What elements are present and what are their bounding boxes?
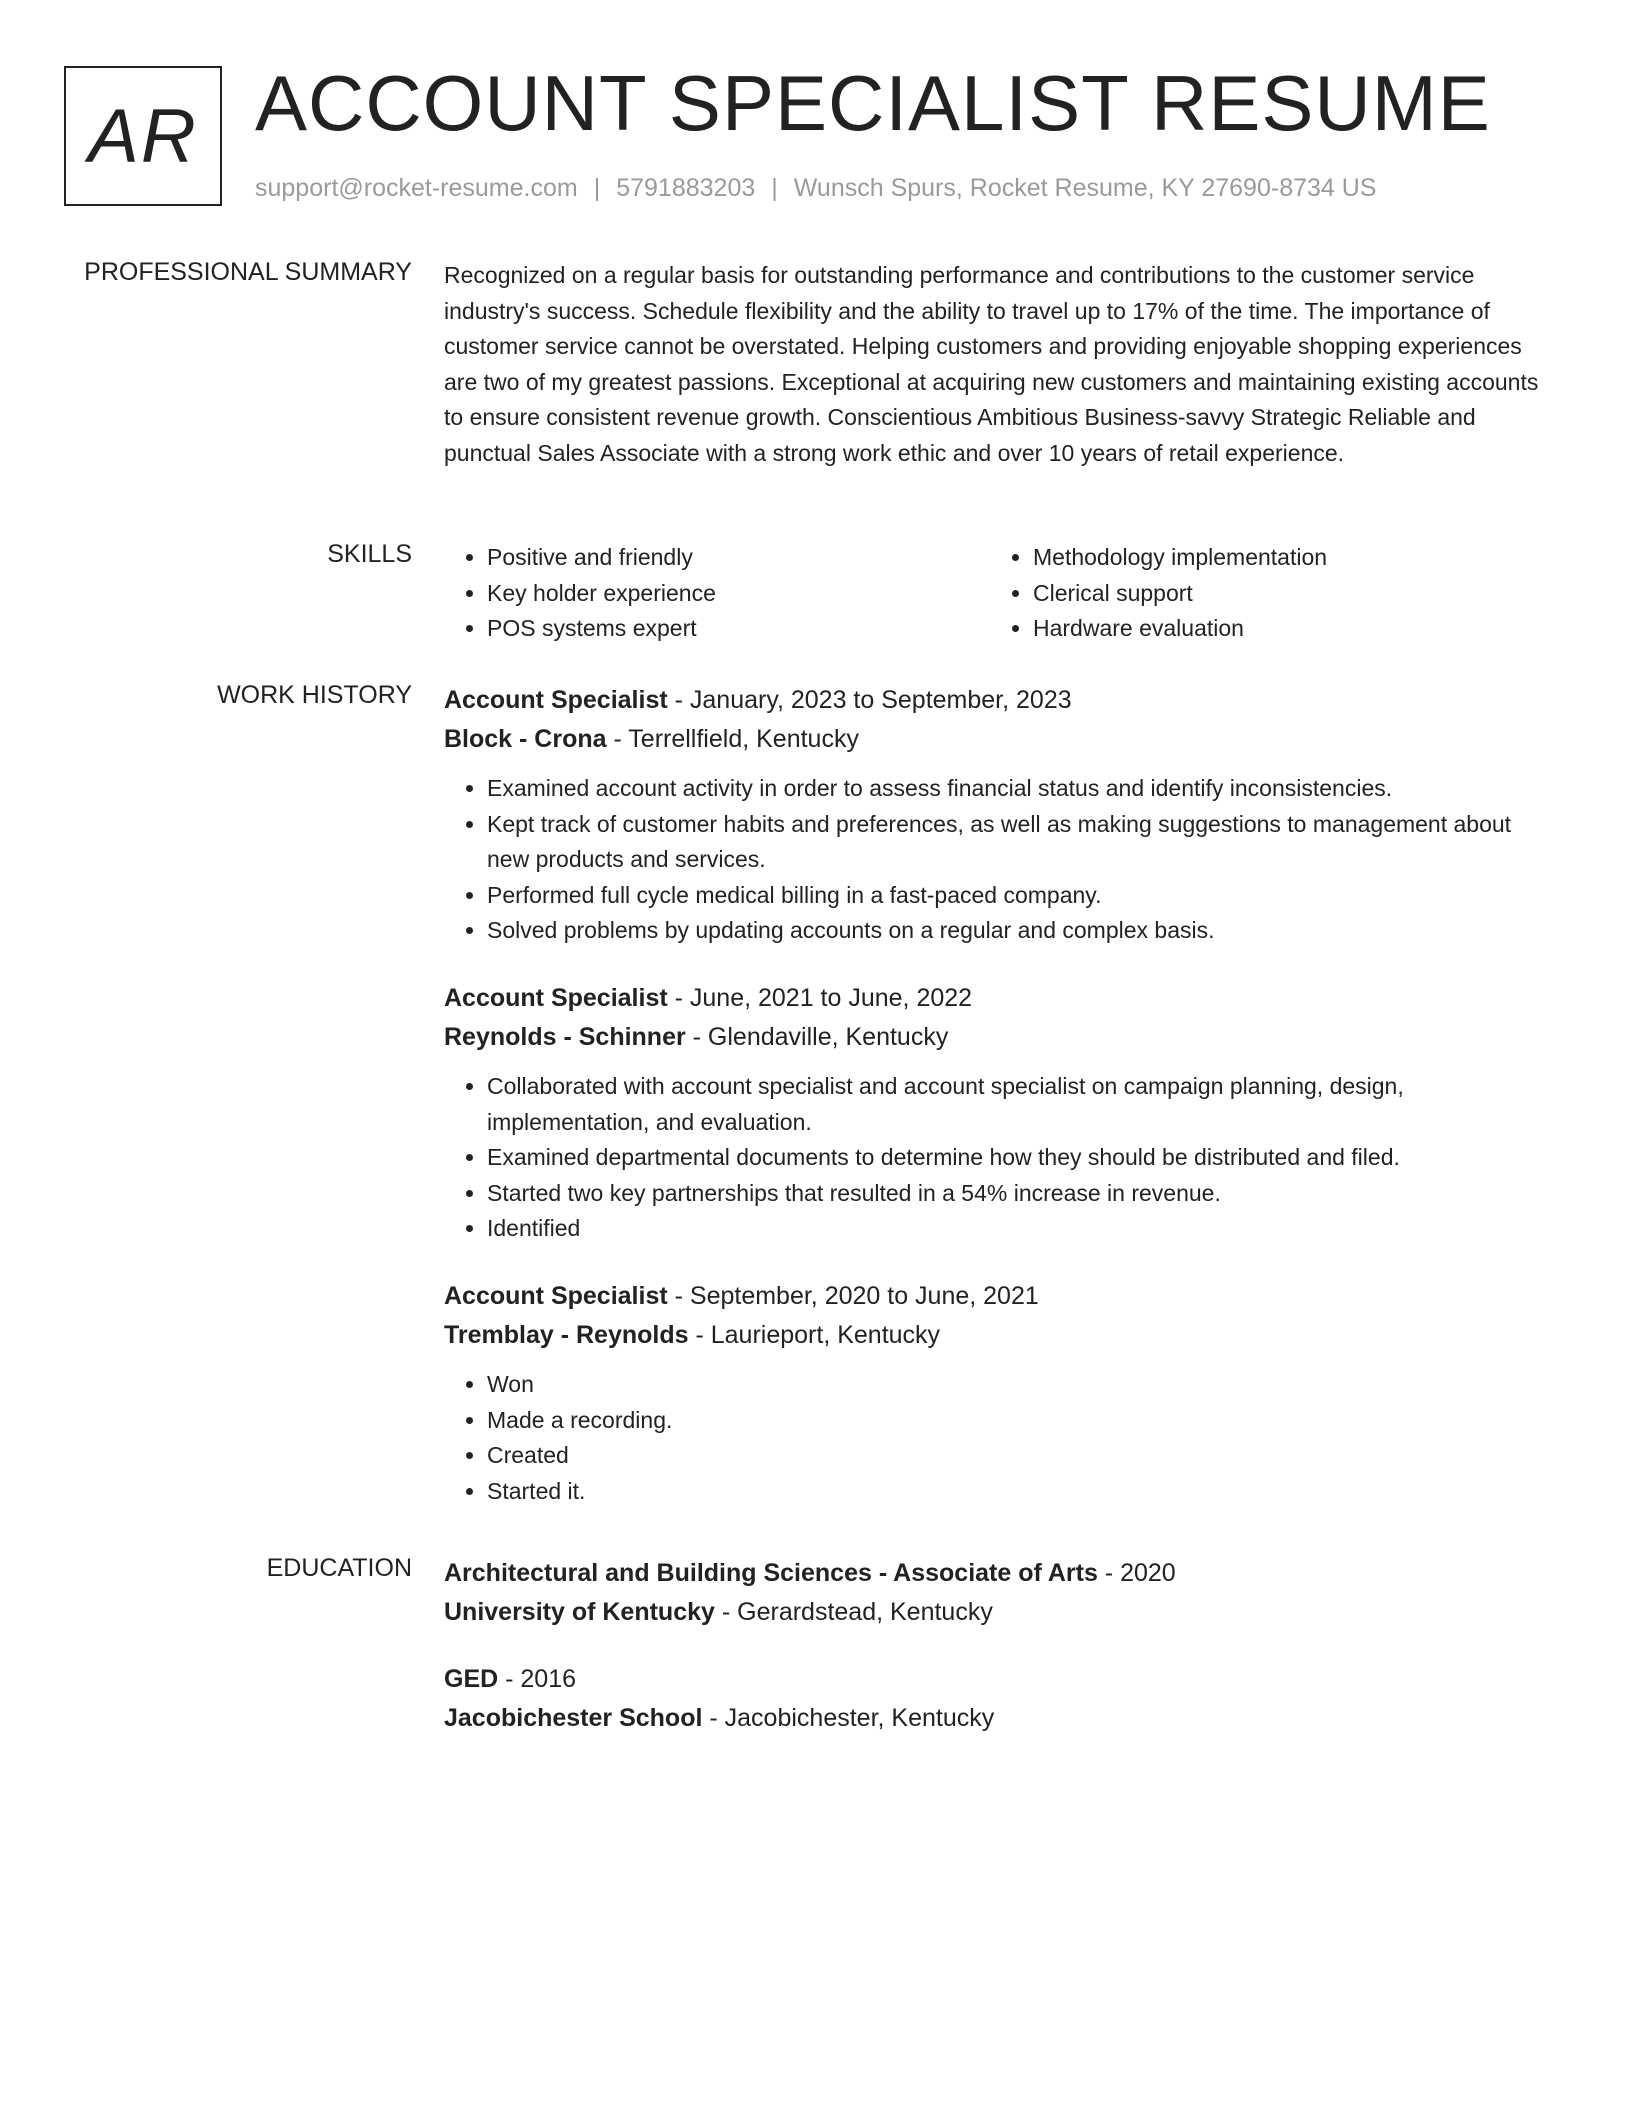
job-bullet: • Made a recording. <box>487 1403 1544 1439</box>
job-company-line <box>444 720 1544 759</box>
job-dates: - June, 2021 to June, 2022 <box>667 983 973 1012</box>
page-title: ACCOUNT SPECIALIST RESUME <box>255 59 1491 147</box>
job-bullet: • Identified <box>487 1211 1544 1247</box>
job-bullets <box>444 1069 1544 1247</box>
contact-separator: | <box>771 174 778 202</box>
contact-separator: | <box>593 174 601 202</box>
job-role-line <box>444 681 1544 720</box>
section-label-work-history: WORK HISTORY <box>217 681 412 709</box>
section-label-skills: SKILLS <box>327 540 412 568</box>
job-title: Account Specialist <box>444 1281 668 1310</box>
education-entry <box>444 1660 1544 1738</box>
job-bullet: • Kept track of customer habits and preferences, as well as making suggestions to management about new products and services. <box>487 807 1544 878</box>
job-bullet: • Created <box>487 1438 1544 1474</box>
job-bullet: • Started it. <box>487 1474 1544 1510</box>
job-bullet: • Examined account activity in order to assess financial status and identify inconsistencies. <box>487 771 1544 807</box>
contact-line <box>255 174 1376 203</box>
education-location: - Jacobichester, Kentucky <box>702 1704 995 1732</box>
job-bullet: • Won <box>487 1367 1544 1403</box>
section-label-education: EDUCATION <box>266 1554 412 1582</box>
job-company: Block - Crona <box>444 725 607 753</box>
job-location: - Terrellfield, Kentucky <box>606 725 859 753</box>
job-dates: - January, 2023 to September, 2023 <box>667 686 1072 714</box>
skill-item: • Methodology implementation <box>1033 540 1536 576</box>
skill-item: • Hardware evaluation <box>1033 611 1536 647</box>
job-title: Account Specialist <box>444 983 668 1012</box>
job-company: Tremblay - Reynolds <box>444 1320 689 1349</box>
section-label-summary: PROFESSIONAL SUMMARY <box>84 258 412 286</box>
skill-item: • POS systems expert <box>487 611 990 647</box>
job-bullet: • Started two key partnerships that resulted in a 54% increase in revenue. <box>487 1176 1544 1212</box>
skill-item: • Clerical support <box>1033 576 1536 612</box>
job-bullets <box>444 1367 1544 1509</box>
job-entry <box>444 681 1544 949</box>
skill-item: • Key holder experience <box>487 576 990 612</box>
job-bullets <box>444 771 1544 949</box>
education-year: - 2016 <box>498 1665 577 1693</box>
education-degree: GED <box>444 1665 499 1693</box>
job-entry <box>444 1277 1544 1509</box>
job-location: - Glendaville, Kentucky <box>685 1022 949 1051</box>
education-school: University of Kentucky <box>444 1598 715 1626</box>
job-bullet: • Examined departmental documents to determine how they should be distributed and filed. <box>487 1140 1544 1176</box>
job-bullet: • Performed full cycle medical billing in a fast-paced company. <box>487 878 1544 914</box>
job-company: Reynolds - Schinner <box>444 1022 686 1051</box>
education-degree-line <box>444 1660 1544 1699</box>
monogram-initials: AR <box>88 93 198 179</box>
education-degree-line <box>444 1554 1544 1593</box>
job-entry <box>444 979 1544 1247</box>
job-role-line <box>444 1277 1544 1316</box>
skill-item: • Positive and friendly <box>487 540 990 576</box>
education-year: - 2020 <box>1097 1559 1176 1587</box>
job-bullet: • Solved problems by updating accounts on a regular and complex basis. <box>487 913 1544 949</box>
education-school: Jacobichester School <box>444 1704 703 1732</box>
job-company-line <box>444 1316 1544 1355</box>
contact-email[interactable]: support@rocket-resume.com <box>255 174 578 202</box>
monogram-logo <box>64 66 222 206</box>
job-role-line <box>444 979 1544 1018</box>
education-school-line <box>444 1699 1544 1738</box>
job-title: Account Specialist <box>444 686 668 714</box>
contact-phone[interactable]: 5791883203 <box>616 174 756 202</box>
summary-text: Recognized on a regular basis for outstanding performance and contributions to the customer service industry's success. Schedule flexibility and the ability to travel up to 17% of the time. The importance of customer service cannot be overstated. Helping customers and providing enjoyable shopping experiences are two of my greatest passions. Exceptional at acquiring new customers and maintaining existing accounts to ensure consistent revenue growth. Conscientious Ambitious Business-savvy Strategic Reliable and punctual Sales Associate with a strong work ethic and over 10 years of retail experience. <box>444 262 1539 466</box>
job-location: - Laurieport, Kentucky <box>688 1320 941 1349</box>
skills-list-left <box>444 540 990 647</box>
contact-address: Wunsch Spurs, Rocket Resume, KY 27690-8734 US <box>793 174 1377 202</box>
education-location: - Gerardstead, Kentucky <box>714 1598 993 1626</box>
education-school-line <box>444 1593 1544 1632</box>
skills-list-right <box>990 540 1536 647</box>
job-company-line <box>444 1018 1544 1057</box>
education-degree: Architectural and Building Sciences - Associate of Arts <box>444 1559 1098 1587</box>
education-entry <box>444 1554 1544 1632</box>
job-bullet: • Collaborated with account specialist and account specialist on campaign planning, design, implementation, and evaluation. <box>487 1069 1544 1140</box>
job-dates: - September, 2020 to June, 2021 <box>667 1281 1039 1310</box>
